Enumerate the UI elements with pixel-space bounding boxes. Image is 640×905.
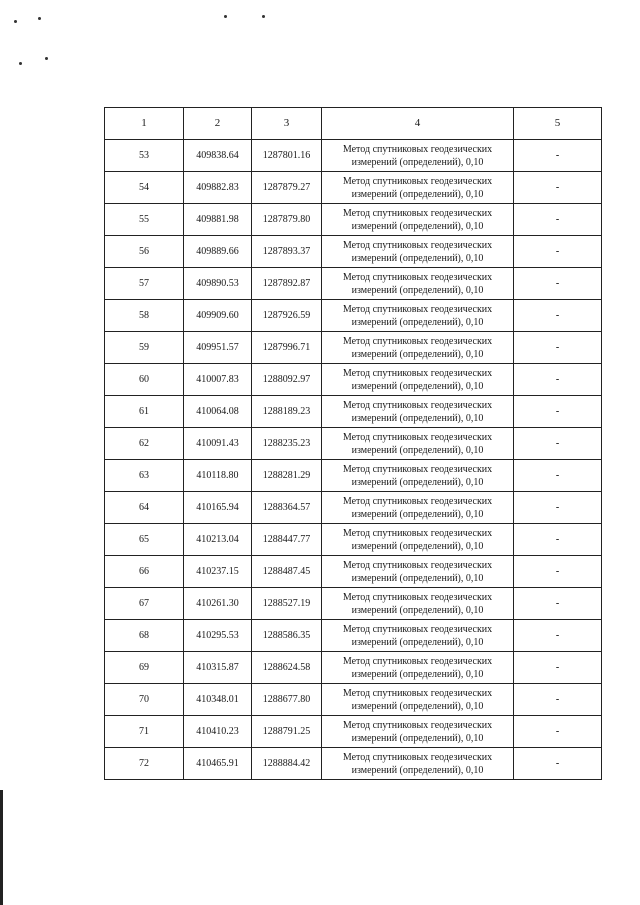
- method-cell: Метод спутниковых геодезических измерений (определений), 0,10: [322, 332, 514, 364]
- note-cell: -: [514, 652, 602, 684]
- y-coordinate-cell: 1287879.80: [252, 204, 322, 236]
- method-cell: Метод спутниковых геодезических измерений (определений), 0,10: [322, 524, 514, 556]
- header-col-3: 3: [252, 108, 322, 140]
- table-row: [105, 556, 602, 588]
- point-number-cell: 60: [105, 364, 184, 396]
- x-coordinate-cell: 410213.04: [184, 524, 252, 556]
- scan-speck: [19, 62, 22, 65]
- note-cell: -: [514, 428, 602, 460]
- scan-speck: [45, 57, 48, 60]
- x-coordinate-cell: 409909.60: [184, 300, 252, 332]
- table-row: [105, 748, 602, 780]
- note-cell: -: [514, 684, 602, 716]
- x-coordinate-cell: 410007.83: [184, 364, 252, 396]
- y-coordinate-cell: 1288487.45: [252, 556, 322, 588]
- x-coordinate-cell: 409890.53: [184, 268, 252, 300]
- note-cell: -: [514, 140, 602, 172]
- x-coordinate-cell: 410064.08: [184, 396, 252, 428]
- scan-edge: [0, 790, 3, 905]
- table-row: [105, 172, 602, 204]
- table-row: [105, 428, 602, 460]
- method-cell: Метод спутниковых геодезических измерений (определений), 0,10: [322, 140, 514, 172]
- point-number-cell: 68: [105, 620, 184, 652]
- table-row: [105, 684, 602, 716]
- x-coordinate-cell: 410410.23: [184, 716, 252, 748]
- method-cell: Метод спутниковых геодезических измерений (определений), 0,10: [322, 236, 514, 268]
- y-coordinate-cell: 1287801.16: [252, 140, 322, 172]
- point-number-cell: 59: [105, 332, 184, 364]
- point-number-cell: 71: [105, 716, 184, 748]
- point-number-cell: 66: [105, 556, 184, 588]
- point-number-cell: 64: [105, 492, 184, 524]
- method-cell: Метод спутниковых геодезических измерений (определений), 0,10: [322, 172, 514, 204]
- y-coordinate-cell: 1287892.87: [252, 268, 322, 300]
- y-coordinate-cell: 1288447.77: [252, 524, 322, 556]
- header-col-4: 4: [322, 108, 514, 140]
- note-cell: -: [514, 492, 602, 524]
- y-coordinate-cell: 1288364.57: [252, 492, 322, 524]
- point-number-cell: 63: [105, 460, 184, 492]
- point-number-cell: 61: [105, 396, 184, 428]
- note-cell: -: [514, 236, 602, 268]
- x-coordinate-cell: 410091.43: [184, 428, 252, 460]
- note-cell: -: [514, 172, 602, 204]
- table-row: [105, 460, 602, 492]
- method-cell: Метод спутниковых геодезических измерений (определений), 0,10: [322, 396, 514, 428]
- y-coordinate-cell: 1288281.29: [252, 460, 322, 492]
- method-cell: Метод спутниковых геодезических измерений (определений), 0,10: [322, 556, 514, 588]
- point-number-cell: 65: [105, 524, 184, 556]
- y-coordinate-cell: 1288791.25: [252, 716, 322, 748]
- y-coordinate-cell: 1288677.80: [252, 684, 322, 716]
- y-coordinate-cell: 1287996.71: [252, 332, 322, 364]
- table-row: [105, 236, 602, 268]
- y-coordinate-cell: 1288235.23: [252, 428, 322, 460]
- x-coordinate-cell: 410465.91: [184, 748, 252, 780]
- x-coordinate-cell: 410237.15: [184, 556, 252, 588]
- scan-speck: [224, 15, 227, 18]
- y-coordinate-cell: 1287879.27: [252, 172, 322, 204]
- method-cell: Метод спутниковых геодезических измерений (определений), 0,10: [322, 620, 514, 652]
- table-row: [105, 492, 602, 524]
- x-coordinate-cell: 409882.83: [184, 172, 252, 204]
- x-coordinate-cell: 409881.98: [184, 204, 252, 236]
- method-cell: Метод спутниковых геодезических измерений (определений), 0,10: [322, 684, 514, 716]
- table-row: [105, 300, 602, 332]
- x-coordinate-cell: 410165.94: [184, 492, 252, 524]
- note-cell: -: [514, 396, 602, 428]
- point-number-cell: 67: [105, 588, 184, 620]
- x-coordinate-cell: 410261.30: [184, 588, 252, 620]
- point-number-cell: 54: [105, 172, 184, 204]
- header-col-1: 1: [105, 108, 184, 140]
- scan-speck: [38, 17, 41, 20]
- note-cell: -: [514, 300, 602, 332]
- y-coordinate-cell: 1287893.37: [252, 236, 322, 268]
- method-cell: Метод спутниковых геодезических измерений (определений), 0,10: [322, 268, 514, 300]
- note-cell: -: [514, 460, 602, 492]
- x-coordinate-cell: 410315.87: [184, 652, 252, 684]
- table-row: [105, 140, 602, 172]
- table-row: [105, 652, 602, 684]
- y-coordinate-cell: 1288624.58: [252, 652, 322, 684]
- y-coordinate-cell: 1287926.59: [252, 300, 322, 332]
- header-col-5: 5: [514, 108, 602, 140]
- method-cell: Метод спутниковых геодезических измерений (определений), 0,10: [322, 492, 514, 524]
- note-cell: -: [514, 556, 602, 588]
- method-cell: Метод спутниковых геодезических измерений (определений), 0,10: [322, 652, 514, 684]
- scan-speck: [262, 15, 265, 18]
- point-number-cell: 55: [105, 204, 184, 236]
- x-coordinate-cell: 409951.57: [184, 332, 252, 364]
- x-coordinate-cell: 410348.01: [184, 684, 252, 716]
- point-number-cell: 62: [105, 428, 184, 460]
- y-coordinate-cell: 1288586.35: [252, 620, 322, 652]
- point-number-cell: 53: [105, 140, 184, 172]
- y-coordinate-cell: 1288189.23: [252, 396, 322, 428]
- note-cell: -: [514, 204, 602, 236]
- y-coordinate-cell: 1288884.42: [252, 748, 322, 780]
- method-cell: Метод спутниковых геодезических измерений (определений), 0,10: [322, 460, 514, 492]
- table-row: [105, 524, 602, 556]
- x-coordinate-cell: 409838.64: [184, 140, 252, 172]
- scan-speck: [14, 20, 17, 23]
- point-number-cell: 56: [105, 236, 184, 268]
- note-cell: -: [514, 588, 602, 620]
- note-cell: -: [514, 620, 602, 652]
- point-number-cell: 72: [105, 748, 184, 780]
- point-number-cell: 58: [105, 300, 184, 332]
- note-cell: -: [514, 364, 602, 396]
- table-row: [105, 588, 602, 620]
- y-coordinate-cell: 1288092.97: [252, 364, 322, 396]
- point-number-cell: 70: [105, 684, 184, 716]
- table-row: [105, 268, 602, 300]
- header-col-2: 2: [184, 108, 252, 140]
- method-cell: Метод спутниковых геодезических измерений (определений), 0,10: [322, 716, 514, 748]
- point-number-cell: 69: [105, 652, 184, 684]
- table-row: [105, 332, 602, 364]
- table-row: [105, 716, 602, 748]
- method-cell: Метод спутниковых геодезических измерений (определений), 0,10: [322, 204, 514, 236]
- note-cell: -: [514, 716, 602, 748]
- note-cell: -: [514, 268, 602, 300]
- note-cell: -: [514, 748, 602, 780]
- x-coordinate-cell: 410118.80: [184, 460, 252, 492]
- table-row: [105, 396, 602, 428]
- x-coordinate-cell: 410295.53: [184, 620, 252, 652]
- method-cell: Метод спутниковых геодезических измерений (определений), 0,10: [322, 748, 514, 780]
- note-cell: -: [514, 332, 602, 364]
- method-cell: Метод спутниковых геодезических измерений (определений), 0,10: [322, 428, 514, 460]
- header-row: [105, 108, 602, 140]
- method-cell: Метод спутниковых геодезических измерений (определений), 0,10: [322, 300, 514, 332]
- coordinates-table: [104, 107, 602, 780]
- y-coordinate-cell: 1288527.19: [252, 588, 322, 620]
- note-cell: -: [514, 524, 602, 556]
- point-number-cell: 57: [105, 268, 184, 300]
- table-row: [105, 620, 602, 652]
- method-cell: Метод спутниковых геодезических измерений (определений), 0,10: [322, 588, 514, 620]
- table-row: [105, 364, 602, 396]
- x-coordinate-cell: 409889.66: [184, 236, 252, 268]
- table-row: [105, 204, 602, 236]
- method-cell: Метод спутниковых геодезических измерений (определений), 0,10: [322, 364, 514, 396]
